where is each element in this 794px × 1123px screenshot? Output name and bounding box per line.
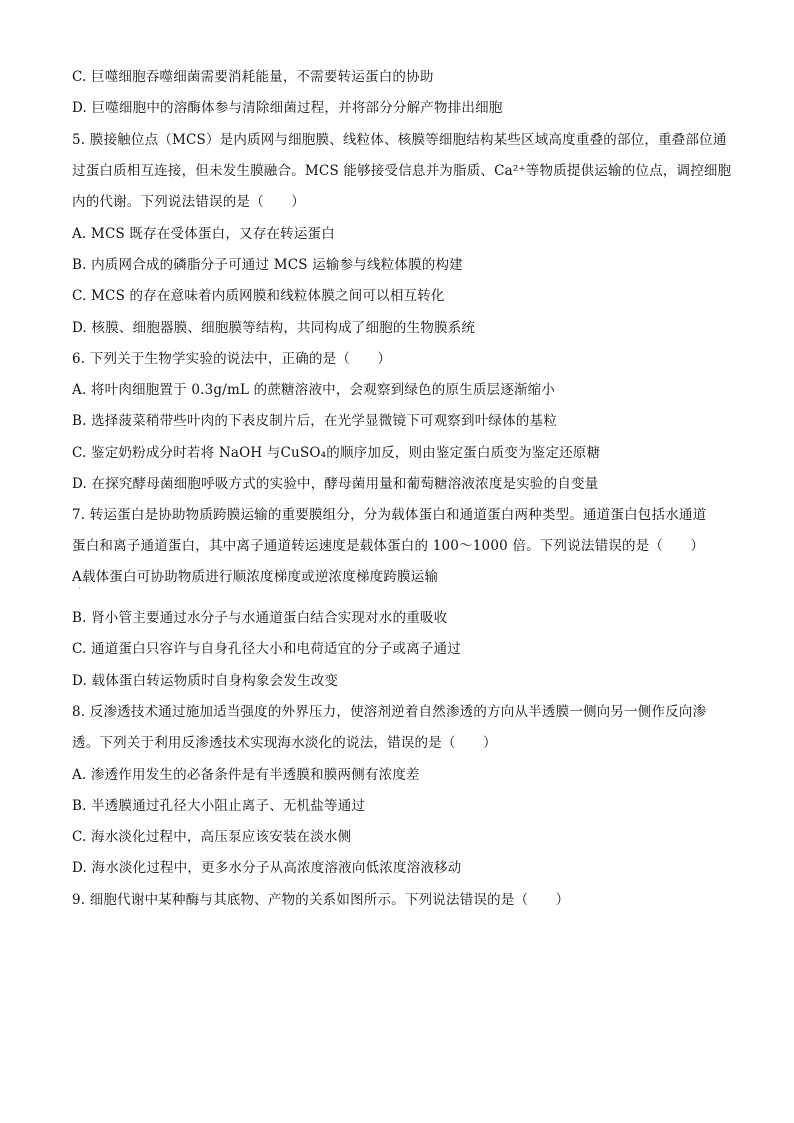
q8-stem-line-2: 透。下列关于利用反渗透技术实现海水淡化的说法，错误的是（ ） [72,735,497,751]
q7-option-a: A载体蛋白可协助物质进行顺浓度梯度或逆浓度梯度跨膜运输 [72,569,439,585]
q4-option-c: C. 巨噬细胞吞噬细菌需要消耗能量，不需要转运蛋白的协助 [72,69,434,85]
q9-stem: 9. 细胞代谢中某种酶与其底物、产物的关系如图所示。下列说法错误的是（ ） [72,892,570,908]
q6-option-a: A. 将叶肉细胞置于 0.3g/mL 的蔗糖溶液中，会观察到绿色的原生质层逐渐缩小 [72,382,556,398]
q5-stem-line-3: 内的代谢。下列说法错误的是（ ） [72,194,305,210]
q8-option-c: C. 海水淡化过程中，高压泵应该安装在淡水侧 [72,829,352,845]
q6-stem: 6. 下列关于生物学实验的说法中，正确的是（ ） [72,351,392,367]
q5-option-c: C. MCS 的存在意味着内质网膜和线粒体膜之间可以相互转化 [72,288,445,304]
q7-option-b: B. 肾小管主要通过水分子与水通道蛋白结合实现对水的重吸收 [72,610,448,626]
q8-option-b: B. 半透膜通过孔径大小阻止离子、无机盐等通过 [72,798,366,814]
q7-option-d: D. 载体蛋白转运物质时自身构象会发生改变 [72,673,339,689]
q5-option-a: A. MCS 既存在受体蛋白，又存在转运蛋白 [72,226,335,242]
q5-stem-line-1: 5. 膜接触位点（MCS）是内质网与细胞膜、线粒体、核膜等细胞结构某些区域高度重叠的部位，重叠部位通 [72,132,727,148]
q6-option-c: C. 鉴定奶粉成分时若将 NaOH 与CuSO₄的顺序加反，则由鉴定蛋白质变为鉴定还原糖 [72,445,601,461]
q5-option-b: B. 内质网合成的磷脂分子可通过 MCS 运输参与线粒体膜的构建 [72,257,463,273]
q7-stem-line-1: 7. 转运蛋白是协助物质跨膜运输的重要膜组分，分为载体蛋白和通道蛋白两种类型。通道蛋白包括水通道 [72,507,707,523]
q8-option-d: D. 海水淡化过程中，更多水分子从高浓度溶液向低浓度溶液移动 [72,860,462,876]
q5-stem-line-2: 过蛋白质相互连接，但未发生膜融合。MCS 能够接受信息并为脂质、Ca²⁺等物质提供运输的位点，调控细胞 [72,163,732,179]
stray-mark: · [78,584,81,593]
q7-option-c: C. 通道蛋白只容许与自身孔径大小和电荷适宜的分子或离子通过 [72,641,461,657]
q6-option-d: D. 在探究酵母菌细胞呼吸方式的实验中，酵母菌用量和葡萄糖溶液浓度是实验的自变量 [72,476,599,492]
q8-stem-line-1: 8. 反渗透技术通过施加适当强度的外界压力，使溶剂逆着自然渗透的方向从半透膜一侧向另一侧作反向渗 [72,704,707,720]
q4-option-d: D. 巨噬细胞中的溶酶体参与清除细菌过程，并将部分分解产物排出细胞 [72,100,503,116]
q5-option-d: D. 核膜、细胞器膜、细胞膜等结构，共同构成了细胞的生物膜系统 [72,320,476,336]
q7-stem-line-2: 蛋白和离子通道蛋白，其中离子通道转运速度是载体蛋白的 100～1000 倍。下列说法错误的是（ ） [72,538,705,554]
q6-option-b: B. 选择菠菜稍带些叶肉的下表皮制片后，在光学显微镜下可观察到叶绿体的基粒 [72,413,557,429]
q8-option-a: A. 渗透作用发生的必备条件是有半透膜和膜两侧有浓度差 [72,767,420,783]
